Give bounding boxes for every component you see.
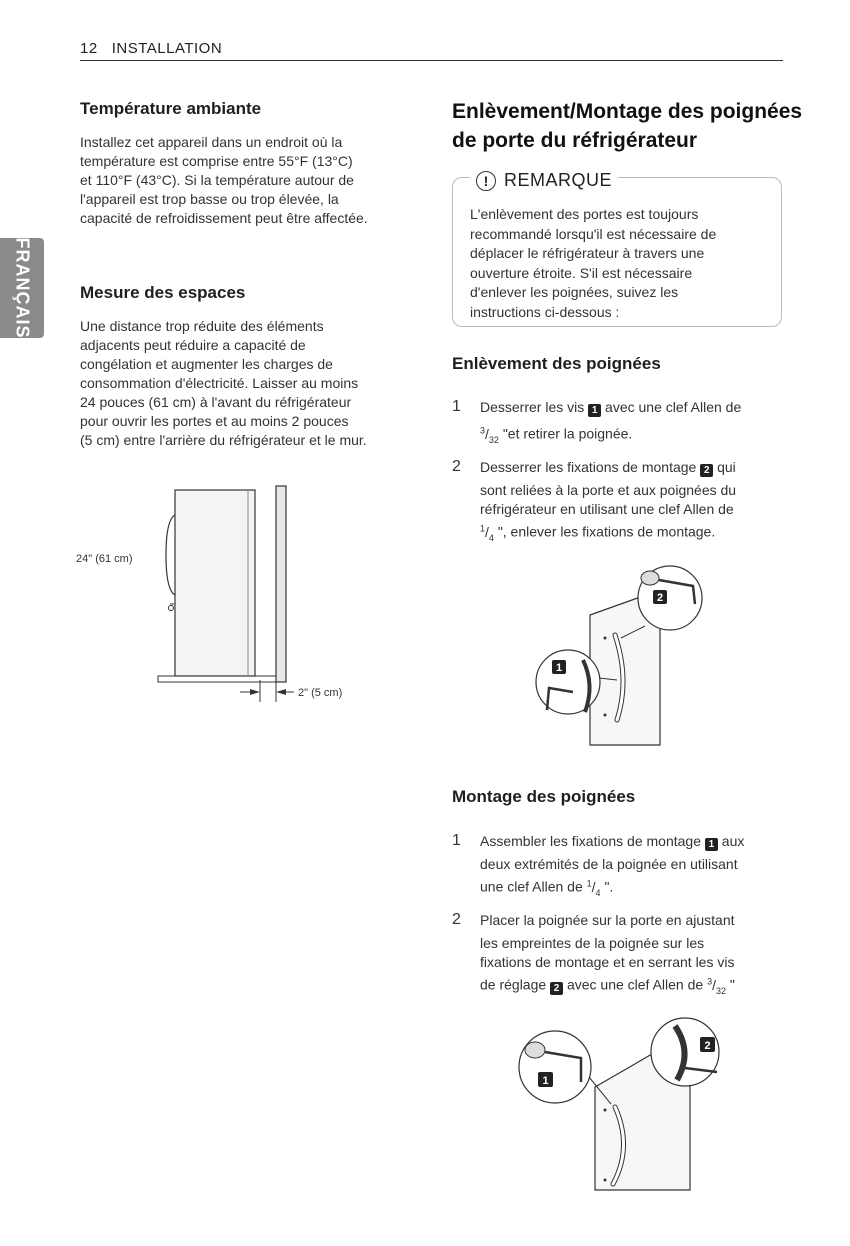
fraction: $^1/_4$: [586, 878, 601, 898]
warning-icon: !: [476, 171, 496, 191]
arrow-right: [276, 689, 286, 695]
page-header: [80, 40, 222, 57]
step-text: les empreintes de la poignée sur les: [480, 935, 705, 951]
step-text: ": [729, 976, 735, 993]
step-text: fixations de montage et en serrant les vis: [480, 954, 735, 970]
note-line: L'enlèvement des portes est toujours: [470, 206, 699, 222]
step-text: Desserrer les vis: [480, 399, 585, 415]
space-line: consommation d'électricité. Laisser au moins: [80, 375, 359, 391]
fraction-numerator: 1: [586, 878, 592, 888]
step-text: ", enlever les fixations de montage.: [497, 523, 716, 540]
space-line: congélation et augmenter les charges de: [80, 356, 333, 372]
step-text: deux extrémités de la poignée en utilisant: [480, 856, 738, 872]
temp-line: l'appareil est trop basse ou trop élevée, la: [80, 191, 339, 207]
step-text: avec une clef Allen de: [605, 399, 742, 415]
fridge-door-handle: [166, 515, 175, 595]
callout-badge-left-label: 1: [555, 662, 563, 674]
callout-badge-2: 2: [700, 464, 713, 477]
screw-detail: [641, 571, 659, 585]
space-line: 24 pouces (61 cm) à l'avant du réfrigérateur: [80, 394, 352, 410]
mounting-step-2: [452, 911, 785, 1000]
fraction-denominator: 4: [488, 532, 494, 543]
step-text: réfrigérateur en utilisant une clef Allen de: [480, 501, 734, 517]
screw-dot: [604, 637, 607, 640]
callout-badge-top-label: 2: [656, 592, 664, 604]
step-text: qui: [717, 459, 736, 475]
callout-badge-left-label: 1: [542, 1075, 549, 1087]
step-number: 1: [452, 832, 461, 849]
space-line: adjacents peut réduire a capacité de: [80, 337, 306, 353]
temp-line: Installez cet appareil dans un endroit où la: [80, 134, 343, 150]
mounting-step-1: [452, 832, 785, 902]
step-number: 2: [452, 458, 461, 475]
fraction-denominator: 32: [715, 985, 726, 996]
step-text: "et retirer la poignée.: [502, 425, 633, 442]
space-line: Une distance trop réduite des éléments: [80, 318, 324, 334]
fraction: $^3/_{32}$: [480, 425, 499, 445]
temp-line: et 110°F (43°C). Si la température autour de: [80, 172, 354, 188]
step-text: Assembler les fixations de montage: [480, 833, 701, 849]
drawer-knob: [169, 606, 174, 611]
language-tab: [0, 238, 44, 338]
callout-badge-right-label: 2: [704, 1040, 711, 1052]
screw-dot: [604, 714, 607, 717]
screw-dot: [604, 1179, 607, 1182]
step-text: sont reliées à la porte et aux poignées du: [480, 482, 737, 498]
note-text: [470, 205, 775, 322]
step-text: avec une clef Allen de: [566, 976, 704, 993]
space-paragraph: [80, 317, 420, 450]
fraction-denominator: 32: [488, 434, 499, 445]
removal-step-2: [452, 458, 785, 547]
front-clearance-label: 24" (61 cm): [76, 553, 133, 565]
callout-badge-1: 1: [705, 838, 718, 851]
clearance-diagram: [70, 480, 400, 710]
step-number: 1: [452, 398, 461, 415]
step-number: 2: [452, 911, 461, 928]
page-number: 12: [80, 40, 98, 57]
note-line: instructions ci-dessous :: [470, 303, 620, 320]
temp-line: température est comprise entre 55°F (13°C): [80, 153, 353, 169]
note-line: recommandé lorsqu'il est nécessaire de: [470, 225, 717, 242]
step-text: Desserrer les fixations de montage: [480, 459, 697, 475]
temp-paragraph: [80, 133, 420, 228]
fraction: $^3/_{32}$: [707, 976, 726, 996]
fridge-body: [175, 490, 255, 676]
callout-badge-1: 1: [588, 404, 601, 417]
step-text: une clef Allen de: [480, 878, 583, 895]
removal-heading: Enlèvement des poignées: [452, 354, 661, 373]
note-line: d'enlever les poignées, suivez les: [470, 284, 679, 300]
step-text: aux: [721, 833, 745, 849]
temp-heading: Température ambiante: [80, 99, 262, 118]
screw-dot: [604, 1109, 607, 1112]
fraction: $^1/_4$: [480, 523, 494, 543]
note-title: REMARQUE: [504, 170, 613, 190]
main-title-line2: de porte du réfrigérateur: [452, 129, 698, 152]
step-text: ".: [604, 878, 614, 895]
main-title-line1: Enlèvement/Montage des poignées: [452, 100, 803, 123]
arrow-left: [250, 689, 260, 695]
step-text: Placer la poignée sur la porte en ajustant: [480, 912, 735, 928]
language-tab-label: FRANÇAIS: [12, 237, 33, 339]
mounting-illustration: [505, 1012, 735, 1192]
space-heading: Mesure des espaces: [80, 283, 246, 302]
mounting-heading: Montage des poignées: [452, 787, 636, 806]
header-divider: [80, 60, 783, 61]
removal-step-1: [452, 398, 785, 449]
note-line: ouverture étroite. S'il est nécessaire: [470, 264, 693, 281]
note-header: [470, 170, 618, 191]
fraction-denominator: 4: [595, 887, 601, 898]
removal-illustration: [535, 560, 715, 755]
space-line: (5 cm) entre l'arrière du réfrigérateur et le mur.: [80, 432, 367, 448]
fixture-detail: [525, 1042, 545, 1058]
fraction-numerator: 1: [480, 523, 486, 533]
temp-line: capacité de refroidissement peut être affectée.: [80, 210, 368, 226]
back-clearance-label: 2" (5 cm): [298, 687, 343, 699]
space-line: pour ouvrir les portes et au moins 2 pouces: [80, 413, 349, 429]
note-line: déplacer le réfrigérateur à travers une: [470, 245, 705, 261]
wall: [276, 486, 286, 682]
fraction-numerator: 3: [480, 425, 486, 435]
fraction-numerator: 3: [707, 976, 713, 986]
step-text: de réglage: [480, 976, 547, 993]
section-title: INSTALLATION: [111, 40, 223, 57]
callout-badge-2: 2: [550, 982, 563, 995]
